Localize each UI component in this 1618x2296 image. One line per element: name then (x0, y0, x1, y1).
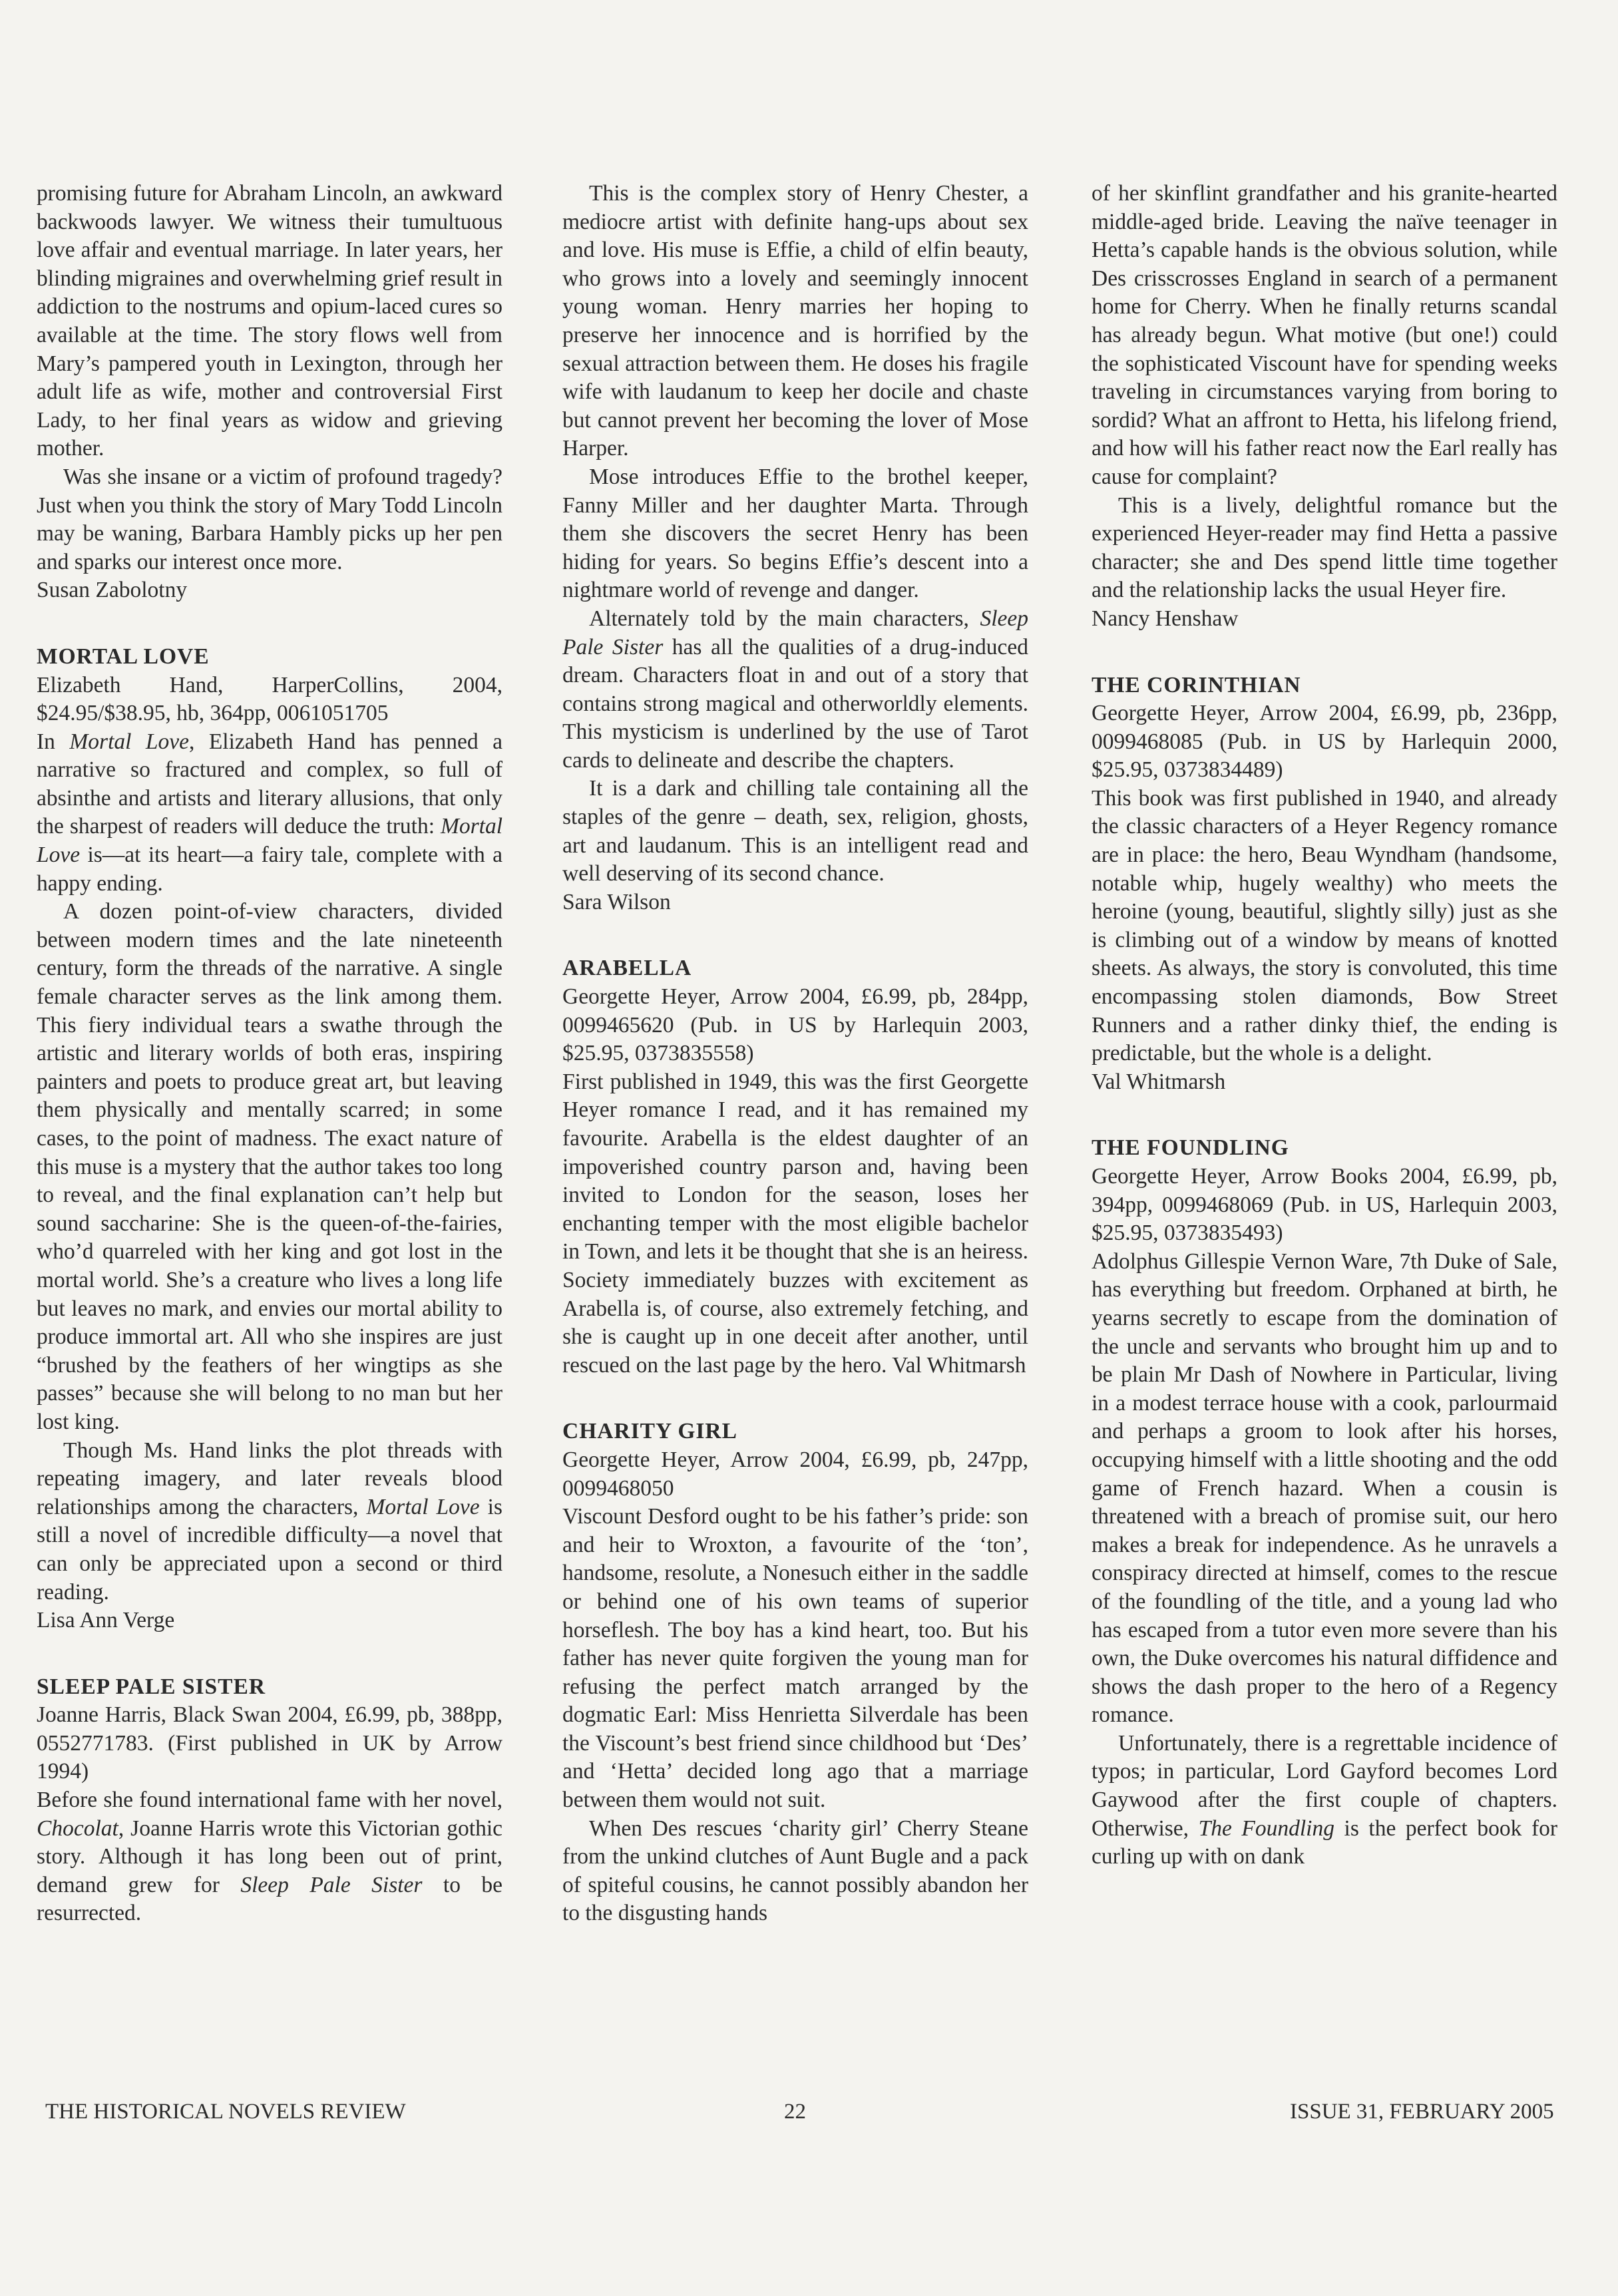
italic-book-title: Mortal Love (69, 729, 190, 754)
text-run: Was she insane or a victim of profound tragedy? Just when you think the story of Mary Todd Lincoln may be waning, Barbara Hambly picks up her pen and sparks our interest once more. (37, 464, 503, 574)
text-run: Alternately told by the main characters, (589, 606, 980, 631)
text-run: First published in 1949, this was the first Georgette Heyer romance I read, and it has remained my favourite. Arabella is the eldest daughter of an impoverished country parson and, having been invited to London for the season, loses her enchanting temper with the most eligible bachelor in Town, and lets it be thought that she is an heiress. Society immediately buzzes with excitement as Arabella is, of course, also extremely fetching, and she is caught up in one deceit after another, until rescued on the last page by the hero. Val Whitmarsh (562, 1069, 1028, 1378)
text-run: to be resurrected. (37, 1872, 503, 1926)
book-title: ARABELLA (562, 956, 692, 981)
text-run: Before she found international fame with her novel, (37, 1788, 503, 1813)
text-run: is still a novel of incredible difficulty—a novel that can only be appreciated upon a second or third reading. (37, 1494, 503, 1605)
text-run: Adolphus Gillespie Vernon Ware, 7th Duke of Sale, has everything but freedom. Orphaned at birth, he yearns secretly to escape from the domination of the uncle and servants who brought him up and to be plain Mr Dash of Nowhere in Particular, living in a modest terrace house with a cook, parlourmaid and perhaps a groom to look after his horses, occupying himself with a little shooting and the odd game of French hazard. When a cousin is threatened with a breach of promise suit, our hero makes a break for independence. As he unravels a conspiracy directed at himself, comes to the rescue of the foundling of the title, and a young lad who has escaped from a tutor even more severe than his own, the Duke overcomes his natural diffidence and shows the dash proper to the hero of a Regency romance. (1092, 1248, 1557, 1728)
review-paragraph (37, 180, 503, 463)
text-run: In (37, 729, 70, 754)
italic-book-title: Sleep Pale Sister (562, 606, 1028, 660)
column-3 (1092, 180, 1557, 1871)
book-details: Georgette Heyer, Arrow 2004, £6.99, pb, 247pp, 0099468050 (562, 1447, 1028, 1501)
text-run: This is a lively, delightful romance but the experienced Heyer-reader may find Hetta a passive character; she and Des spend little time together and the relationship lacks the usual Heyer fire. (1092, 492, 1557, 603)
book-title: SLEEP PALE SISTER (37, 1674, 266, 1699)
text-run: It is a dark and chilling tale containing all the staples of the genre – death, sex, religion, ghosts, art and laudanum. This is an intelligent read and well deserving of its second chance. (562, 776, 1028, 886)
text-run: When Des rescues ‘charity girl’ Cherry Steane from the unkind clutches of Aunt Bugle and a pack of spiteful cousins, he cannot possibly abandon her to the disgusting hands (562, 1816, 1028, 1926)
review-paragraph (37, 1437, 503, 1607)
review-section (37, 643, 503, 1635)
review-paragraph (562, 1815, 1028, 1928)
review-section (562, 180, 1028, 916)
reviewer-name: Susan Zabolotny (37, 578, 188, 603)
italic-book-title: The Foundling (1198, 1816, 1334, 1841)
italic-book-title: Sleep Pale Sister (240, 1872, 423, 1897)
review-section (37, 180, 503, 605)
text-run: Though Ms. Hand links the plot threads with repeating imagery, and later reveals blood relationships among the characters, (37, 1437, 503, 1519)
review-paragraph (1092, 1248, 1557, 1730)
column-2 (562, 180, 1028, 1928)
review-section (562, 1418, 1028, 1928)
review-section (1092, 180, 1557, 634)
italic-book-title: Chocolat (37, 1816, 118, 1841)
book-details: Joanne Harris, Black Swan 2004, £6.99, pb, 388pp, 0552771783. (First published in UK by Arrow 1994) (37, 1702, 503, 1784)
review-paragraph (562, 1503, 1028, 1815)
text-run: This is the complex story of Henry Chester, a mediocre artist with definite hang-ups about sex and love. His muse is Effie, a child of elfin beauty, who grows into a lovely and seemingly innocent young woman. Henry marries her hoping to preserve her innocence and is horrified by the sexual attraction between them. He doses his fragile wife with laudanum to keep her docile and chaste but cannot prevent her becoming the lover of Mose Harper. (562, 181, 1028, 461)
reviewer-name: Nancy Henshaw (1092, 606, 1239, 631)
review-paragraph (37, 463, 503, 576)
review-section (562, 954, 1028, 1380)
review-paragraph (1092, 785, 1557, 1068)
text-run: A dozen point-of-view characters, divided between modern times and the late nineteenth century, form the threads of the narrative. A single female character serves as the link among them. This fiery individual tears a swathe through the artistic and literary worlds of both eras, inspiring painters and poets to produce great art, but leaving them physically and mentally scarred; in some cases, to the point of madness. The exact nature of this muse is a mystery that the author takes too long to reveal, and the final explanation can’t help but sound saccharine: She is the queen-of-the-fairies, who’d quarreled with her king and got lost in the mortal world. She’s a creature who lives a long life but leaves no mark, and envies our mortal ability to produce immortal art. All who she inspires are just “brushed by the feathers of her wingtips as she passes” because she will belong to no man but her lost king. (37, 899, 503, 1434)
review-section (37, 1673, 503, 1928)
book-details: Elizabeth Hand, HarperCollins, 2004, $24.95/$38.95, hb, 364pp, 0061051705 (37, 672, 503, 726)
text-run: Unfortunately, there is a regrettable incidence of typos; in particular, Lord Gayford becomes Lord Gaywood after the first couple of chapters. Otherwise, (1092, 1730, 1557, 1841)
review-paragraph (37, 898, 503, 1436)
review-paragraph (562, 775, 1028, 888)
book-title: THE CORINTHIAN (1092, 672, 1301, 697)
review-section (1092, 671, 1557, 1097)
book-title: THE FOUNDLING (1092, 1135, 1289, 1161)
book-title: CHARITY GIRL (562, 1419, 737, 1444)
review-paragraph (1092, 492, 1557, 605)
text-run: , Joanne Harris wrote this Victorian gothic story. Although it has long been out of print, demand grew for (37, 1816, 503, 1897)
text-run: This book was first published in 1940, and already the classic characters of a Heyer Regency romance are in place: the hero, Beau Wyndham (handsome, notable whip, hugely wealthy) who meets the heroine (young, beautiful, slightly silly) just as she is climbing out of a window by means of knotted sheets. As always, the story is convoluted, this time encompassing stolen diamonds, Bow Street Runners and a rather dinky thief, the ending is predictable, but the whole is a delight. (1092, 785, 1557, 1066)
footer-page-number: 22 (784, 2100, 806, 2124)
italic-book-title: Mortal Love (37, 814, 503, 868)
book-title: MORTAL LOVE (37, 644, 210, 669)
review-paragraph (562, 180, 1028, 463)
footer-issue: ISSUE 31, FEBRUARY 2005 (1290, 2100, 1554, 2124)
text-run: is—at its heart—a fairy tale, complete with a happy ending. (37, 843, 503, 896)
review-paragraph (1092, 180, 1557, 492)
reviewer-name: Sara Wilson (562, 889, 671, 914)
book-details: Georgette Heyer, Arrow 2004, £6.99, pb, 236pp, 0099468085 (Pub. in US by Harlequin 2000, $25.95, 0373834489) (1092, 701, 1557, 783)
review-paragraph (562, 1068, 1028, 1380)
column-1 (37, 180, 503, 1928)
review-paragraph (1092, 1730, 1557, 1871)
italic-book-title: Mortal Love (366, 1494, 480, 1519)
text-run: has all the qualities of a drug-induced dream. Characters float in and out of a story that contains strong magical and otherworldly elements. This mysticism is underlined by the use of Tarot cards to delineate and describe the chapters. (562, 634, 1029, 773)
book-details: Georgette Heyer, Arrow 2004, £6.99, pb, 284pp, 0099465620 (Pub. in US by Harlequin 2003, $25.95, 0373835558) (562, 984, 1028, 1066)
review-paragraph (37, 728, 503, 898)
footer-publication: THE HISTORICAL NOVELS REVIEW (45, 2100, 406, 2124)
review-section (1092, 1134, 1557, 1871)
reviewer-name: Val Whitmarsh (1092, 1069, 1226, 1094)
reviewer-name: Lisa Ann Verge (37, 1608, 175, 1633)
text-run: , Elizabeth Hand has penned a narrative so fractured and complex, so full of absinthe and artists and literary allusions, that only the sharpest of readers will deduce the truth: (37, 729, 503, 839)
text-run: of her skinflint grandfather and his granite-hearted middle-aged bride. Leaving the naïve teenager in Hetta’s capable hands is the obvious solution, while Des crisscrosses England in search of a permanent home for Cherry. When he finally returns scandal has already begun. What motive (but one!) could the sophisticated Viscount have for spending weeks traveling in circumstances varying from boring to sordid? What an affront to Hetta, his lifelong friend, and how will his father react now the Earl really has cause for complaint? (1092, 181, 1557, 489)
book-details: Georgette Heyer, Arrow Books 2004, £6.99, pb, 394pp, 0099468069 (Pub. in US, Harlequin 2003, $25.95, 0373835493) (1092, 1164, 1557, 1246)
text-run: Viscount Desford ought to be his father’s pride: son and heir to Wroxton, a favourite of the ‘ton’, handsome, resolute, a Nonesuch either in the saddle or behind one of his own teams of superior horseflesh. The boy has a kind heart, too. But his father has never quite forgiven the young man for refusing the perfect match arranged by the dogmatic Earl: Miss Henrietta Silverdale has been the Viscount’s best friend since childhood but ‘Des’ and ‘Hetta’ decided long ago that a marriage between them would not suit. (562, 1504, 1028, 1813)
review-paragraph (37, 1786, 503, 1928)
text-run: Mose introduces Effie to the brothel keeper, Fanny Miller and her daughter Marta. Through them she discovers the secret Henry has been hiding for years. So begins Effie’s descent into a nightmare world of revenge and danger. (562, 464, 1028, 603)
text-run: is the perfect book for curling up with on dank (1092, 1816, 1558, 1869)
review-paragraph (562, 463, 1028, 605)
review-paragraph (562, 605, 1028, 775)
text-run: promising future for Abraham Lincoln, an awkward backwoods lawyer. We witness their tumultuous love affair and eventual marriage. In later years, her blinding migraines and overwhelming grief result in addiction to the nostrums and opium-laced cures so available at the time. The story flows well from Mary’s pampered youth in Lexington, through her adult life as wife, mother and controversial First Lady, to her final years as widow and grieving mother. (37, 181, 503, 461)
